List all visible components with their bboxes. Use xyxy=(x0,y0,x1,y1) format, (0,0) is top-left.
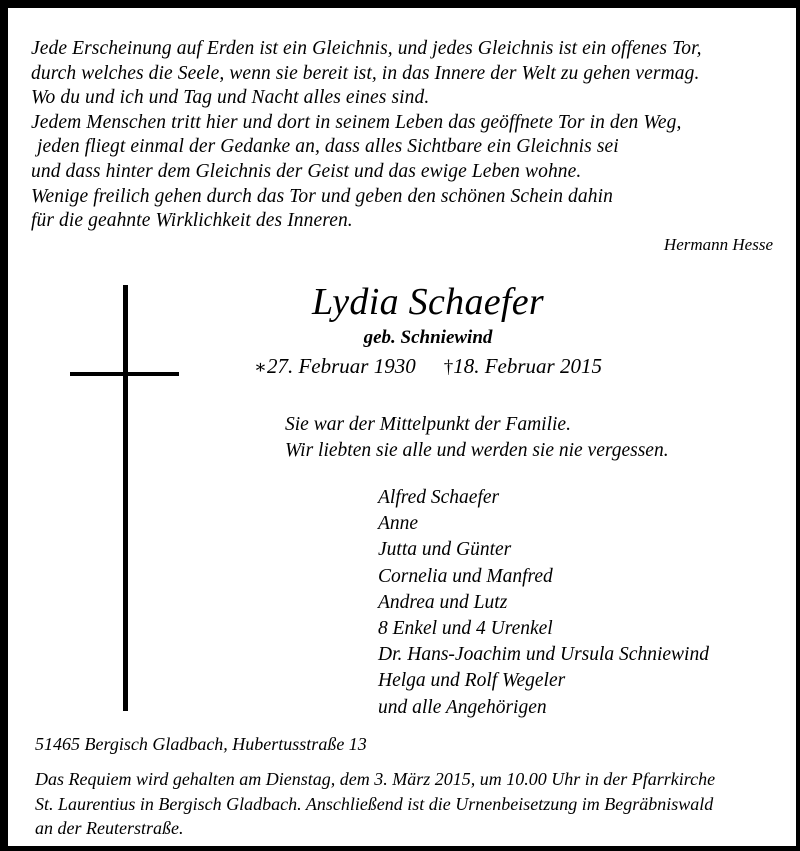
quote-line: jeden fliegt einmal der Gedanke an, dass alles Sichtbare ein Gleichnis sei xyxy=(37,136,619,158)
cross-horizontal-bar xyxy=(70,372,179,376)
list-item: Alfred Schaefer xyxy=(378,487,500,508)
deceased-block xyxy=(188,280,668,382)
list-item: Anne xyxy=(378,513,419,535)
quote-attribution: Hermann Hesse xyxy=(663,235,773,254)
quote-line: Wo du und ich und Tag und Nacht alles eines sind. xyxy=(31,87,430,109)
message-line: Sie war der Mittelpunkt der Familie. xyxy=(285,414,571,435)
quote-line: durch welches die Seele, wenn sie bereit ist, in das Innere der Welt zu gehen vermag. xyxy=(31,62,700,84)
deceased-dates xyxy=(188,352,668,382)
death-dagger-icon: † xyxy=(443,357,454,378)
service-line: an der Reuterstraße. xyxy=(35,818,184,839)
quotation-block xyxy=(31,37,779,234)
list-item: Jutta und Günter xyxy=(378,539,512,561)
list-item: 8 Enkel und 4 Urenkel xyxy=(378,618,553,640)
service-line: Das Requiem wird gehalten am Dienstag, dem 3. März 2015, um 10.00 Uhr in der Pfarrkirche xyxy=(35,769,716,789)
list-item: Andrea und Lutz xyxy=(378,591,508,613)
family-list xyxy=(378,485,778,721)
quote-line: Jedem Menschen tritt hier und dort in seinem Leben das geöffnete Tor in den Weg, xyxy=(31,111,682,133)
list-item: Helga und Rolf Wegeler xyxy=(378,670,566,692)
quote-line: Wenige freilich gehen durch das Tor und geben den schönen Schein dahin xyxy=(31,185,613,207)
service-details xyxy=(35,767,779,841)
message-line: Wir liebten sie alle und werden sie nie vergessen. xyxy=(285,439,669,461)
birth-star-icon: ∗ xyxy=(254,357,267,378)
quote-line: für die geahnte Wirklichkeit des Inneren. xyxy=(31,210,353,232)
death-date: 18. Februar 2015 xyxy=(453,354,602,378)
service-line: St. Laurentius in Bergisch Gladbach. Anschließend ist die Urnenbeisetzung im Begräbniswald xyxy=(35,793,714,814)
deceased-name: Lydia Schaefer xyxy=(311,281,545,323)
birth-date: 27. Februar 1930 xyxy=(266,354,416,378)
address: 51465 Bergisch Gladbach, Hubertusstraße 13 xyxy=(35,734,367,754)
notice-inner xyxy=(8,8,796,846)
memorial-message xyxy=(285,412,745,463)
deceased-maiden-name: geb. Schniewind xyxy=(363,327,493,348)
quote-line: Jede Erscheinung auf Erden ist ein Gleichnis, und jedes Gleichnis ist ein offenes Tor, xyxy=(31,38,702,59)
list-item: und alle Angehörigen xyxy=(378,696,547,718)
list-item: Dr. Hans-Joachim und Ursula Schniewind xyxy=(378,644,709,666)
quote-line: und dass hinter dem Gleichnis der Geist und das ewige Leben wohne. xyxy=(31,160,582,182)
cross-vertical-bar xyxy=(123,285,128,711)
list-item: Cornelia und Manfred xyxy=(378,565,553,587)
